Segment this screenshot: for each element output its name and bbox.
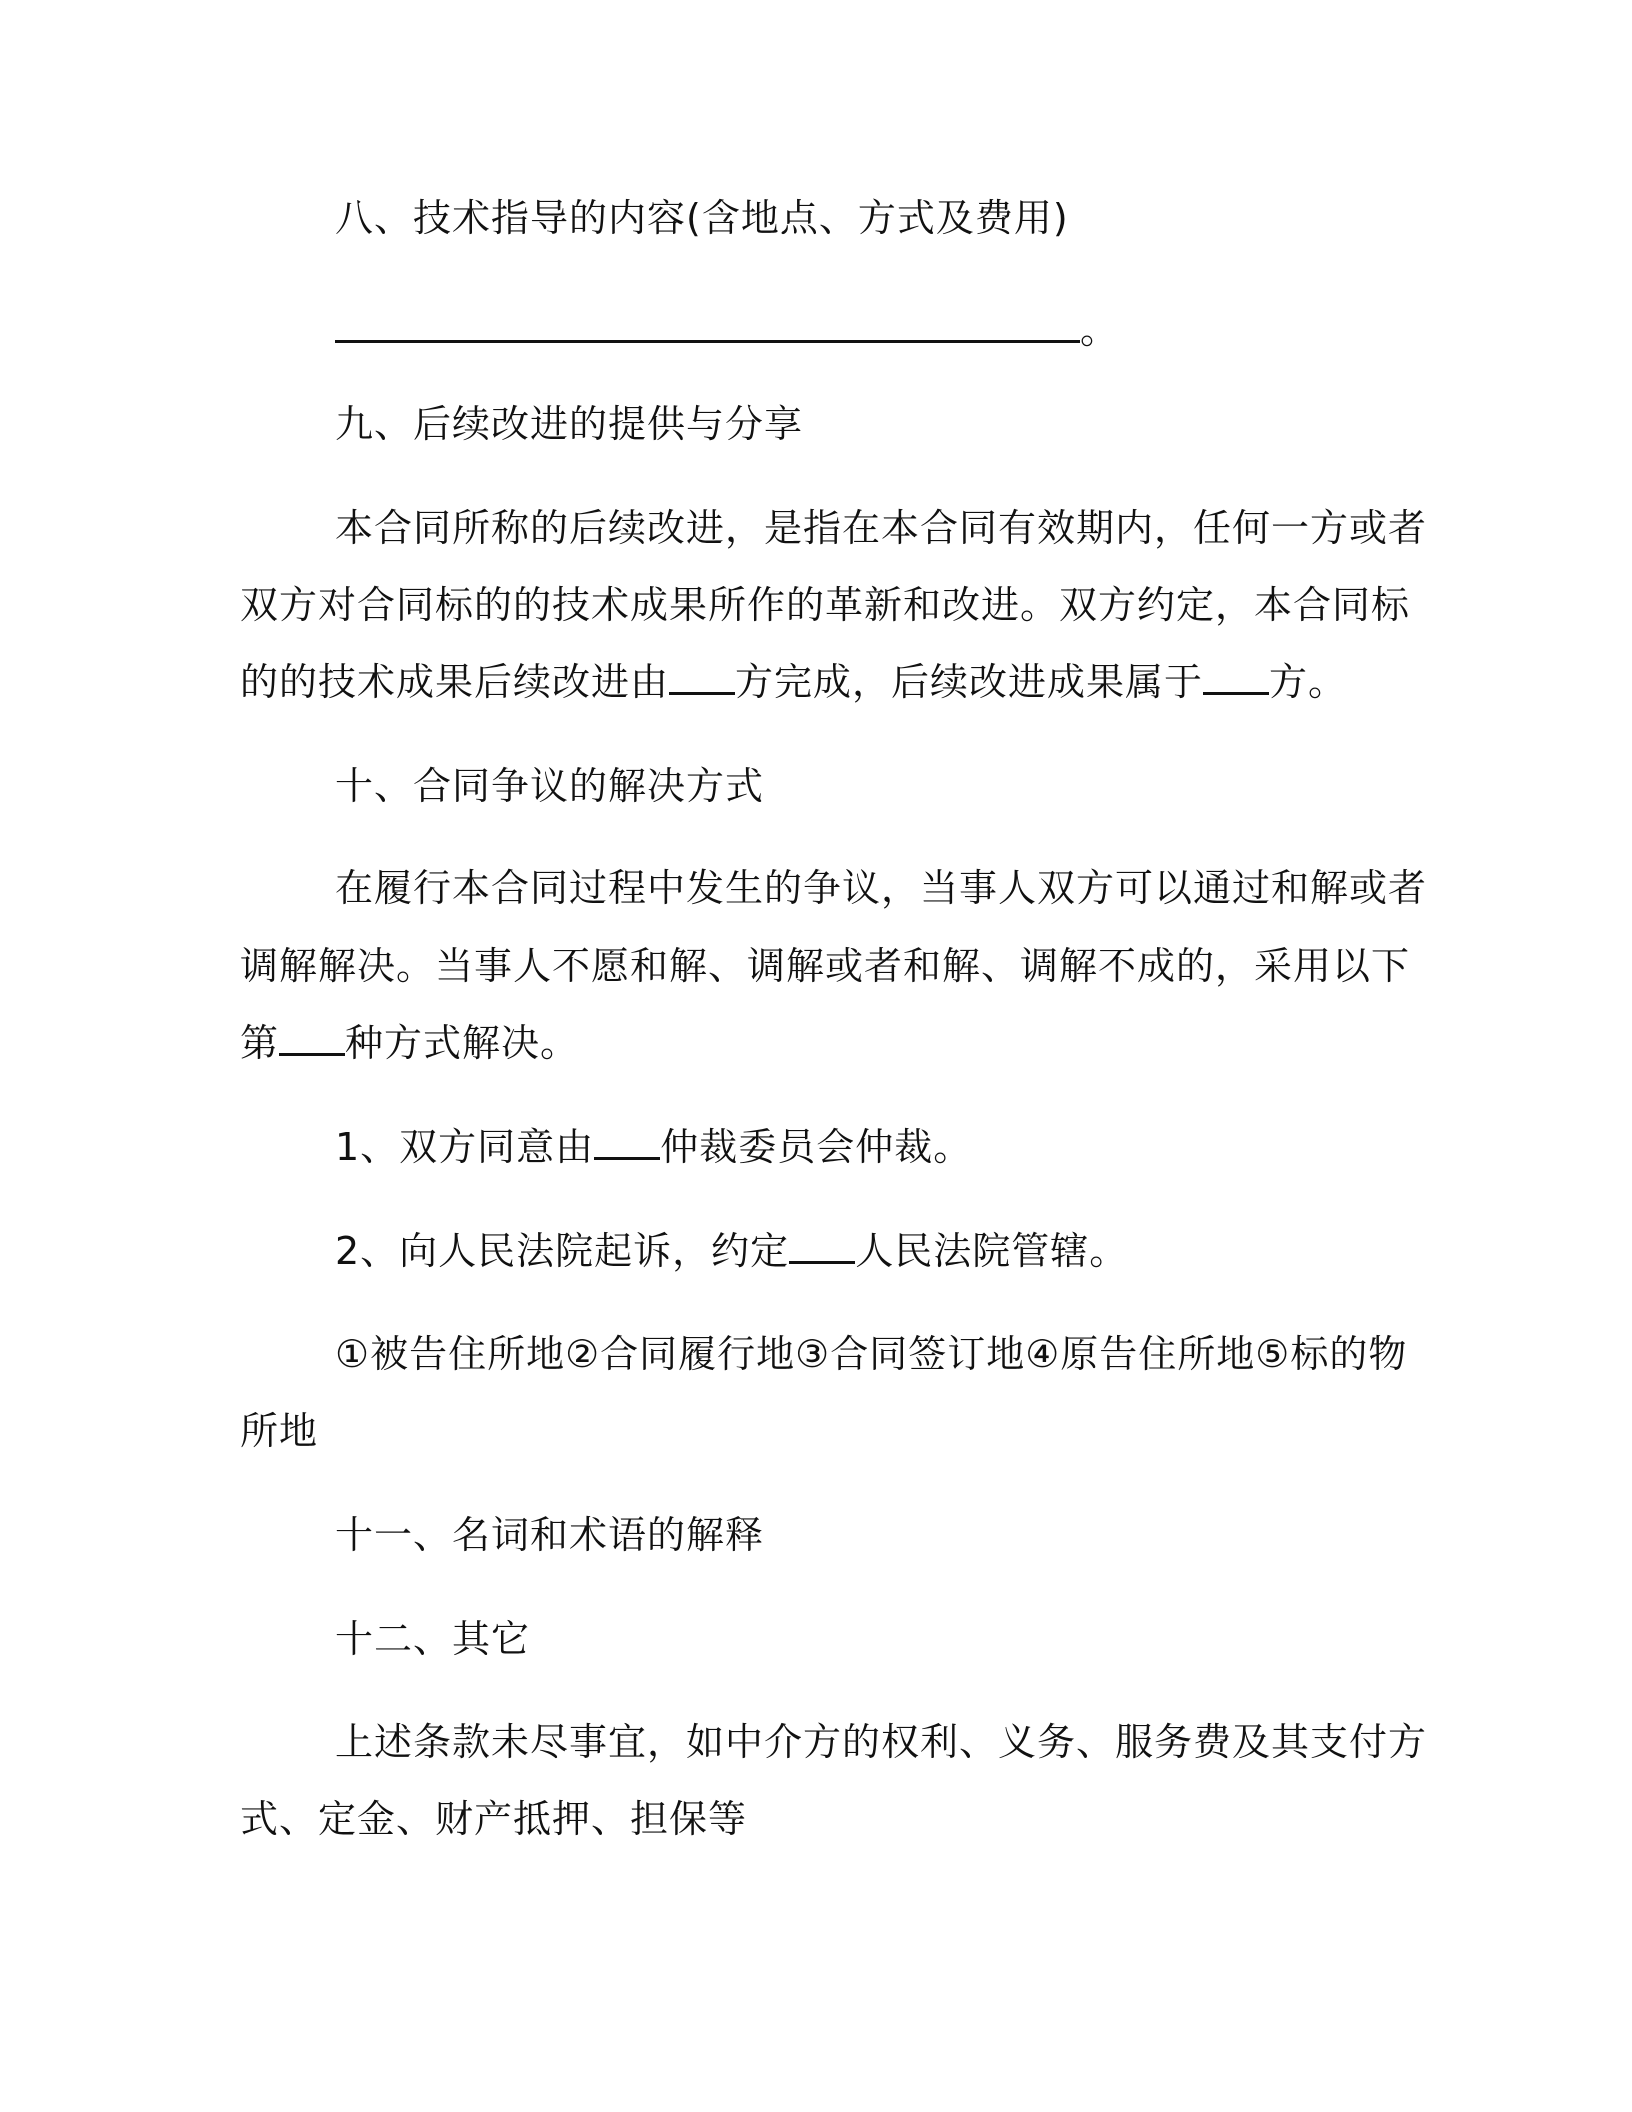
section-8-heading: 八、技术指导的内容(含地点、方式及费用)	[335, 196, 1069, 240]
jurisdiction-places-line-1: ①被告住所地②合同履行地③合同签订地④原告住所地⑤标的物	[335, 1332, 1408, 1376]
fill-in-blank	[279, 1023, 345, 1056]
option-1-arbitration	[335, 1123, 972, 1171]
text-segment: 方。	[1269, 660, 1348, 704]
fill-in-blank	[1203, 662, 1269, 695]
text-segment: 1、双方同意由	[335, 1125, 595, 1169]
section-12-paragraph-line-2: 式、定金、财产抵押、担保等	[240, 1797, 748, 1841]
fill-in-blank	[335, 310, 1080, 343]
section-10-paragraph-line-3	[240, 1019, 579, 1067]
section-9-heading: 九、后续改进的提供与分享	[335, 402, 804, 446]
text-segment: 仲裁委员会仲裁。	[660, 1125, 973, 1169]
section-10-heading: 十、合同争议的解决方式	[335, 764, 765, 808]
section-10-paragraph-line-2: 调解解决。当事人不愿和解、调解或者和解、调解不成的，采用以下	[240, 944, 1411, 988]
section-9-paragraph-line-3	[240, 658, 1347, 706]
section-12-heading: 十二、其它	[335, 1617, 531, 1661]
text-segment: 种方式解决。	[345, 1021, 580, 1065]
section-12-paragraph-line-1: 上述条款未尽事宜，如中介方的权利、义务、服务费及其支付方	[335, 1720, 1428, 1764]
jurisdiction-places-line-2: 所地	[240, 1409, 319, 1453]
section-9-paragraph-line-2: 双方对合同标的的技术成果所作的革新和改进。双方约定，本合同标	[240, 583, 1411, 627]
fill-in-blank	[594, 1127, 660, 1160]
blank-line-end: 。	[1080, 308, 1120, 352]
text-segment: 的的技术成果后续改进由	[240, 660, 670, 704]
section-10-paragraph-line-1: 在履行本合同过程中发生的争议，当事人双方可以通过和解或者	[335, 866, 1428, 910]
text-segment: 人民法院管辖。	[855, 1229, 1129, 1273]
text-segment: 方完成，后续改进成果属于	[735, 660, 1204, 704]
fill-in-blank	[669, 662, 735, 695]
text-segment: 2、向人民法院起诉，约定	[335, 1229, 790, 1273]
option-2-court	[335, 1227, 1128, 1275]
fill-in-blank	[789, 1231, 855, 1264]
section-9-paragraph-line-1: 本合同所称的后续改进，是指在本合同有效期内，任何一方或者	[335, 506, 1428, 550]
section-11-heading: 十一、名词和术语的解释	[335, 1513, 765, 1557]
section-8-blank-line	[335, 306, 1119, 354]
text-segment: 第	[240, 1021, 280, 1065]
